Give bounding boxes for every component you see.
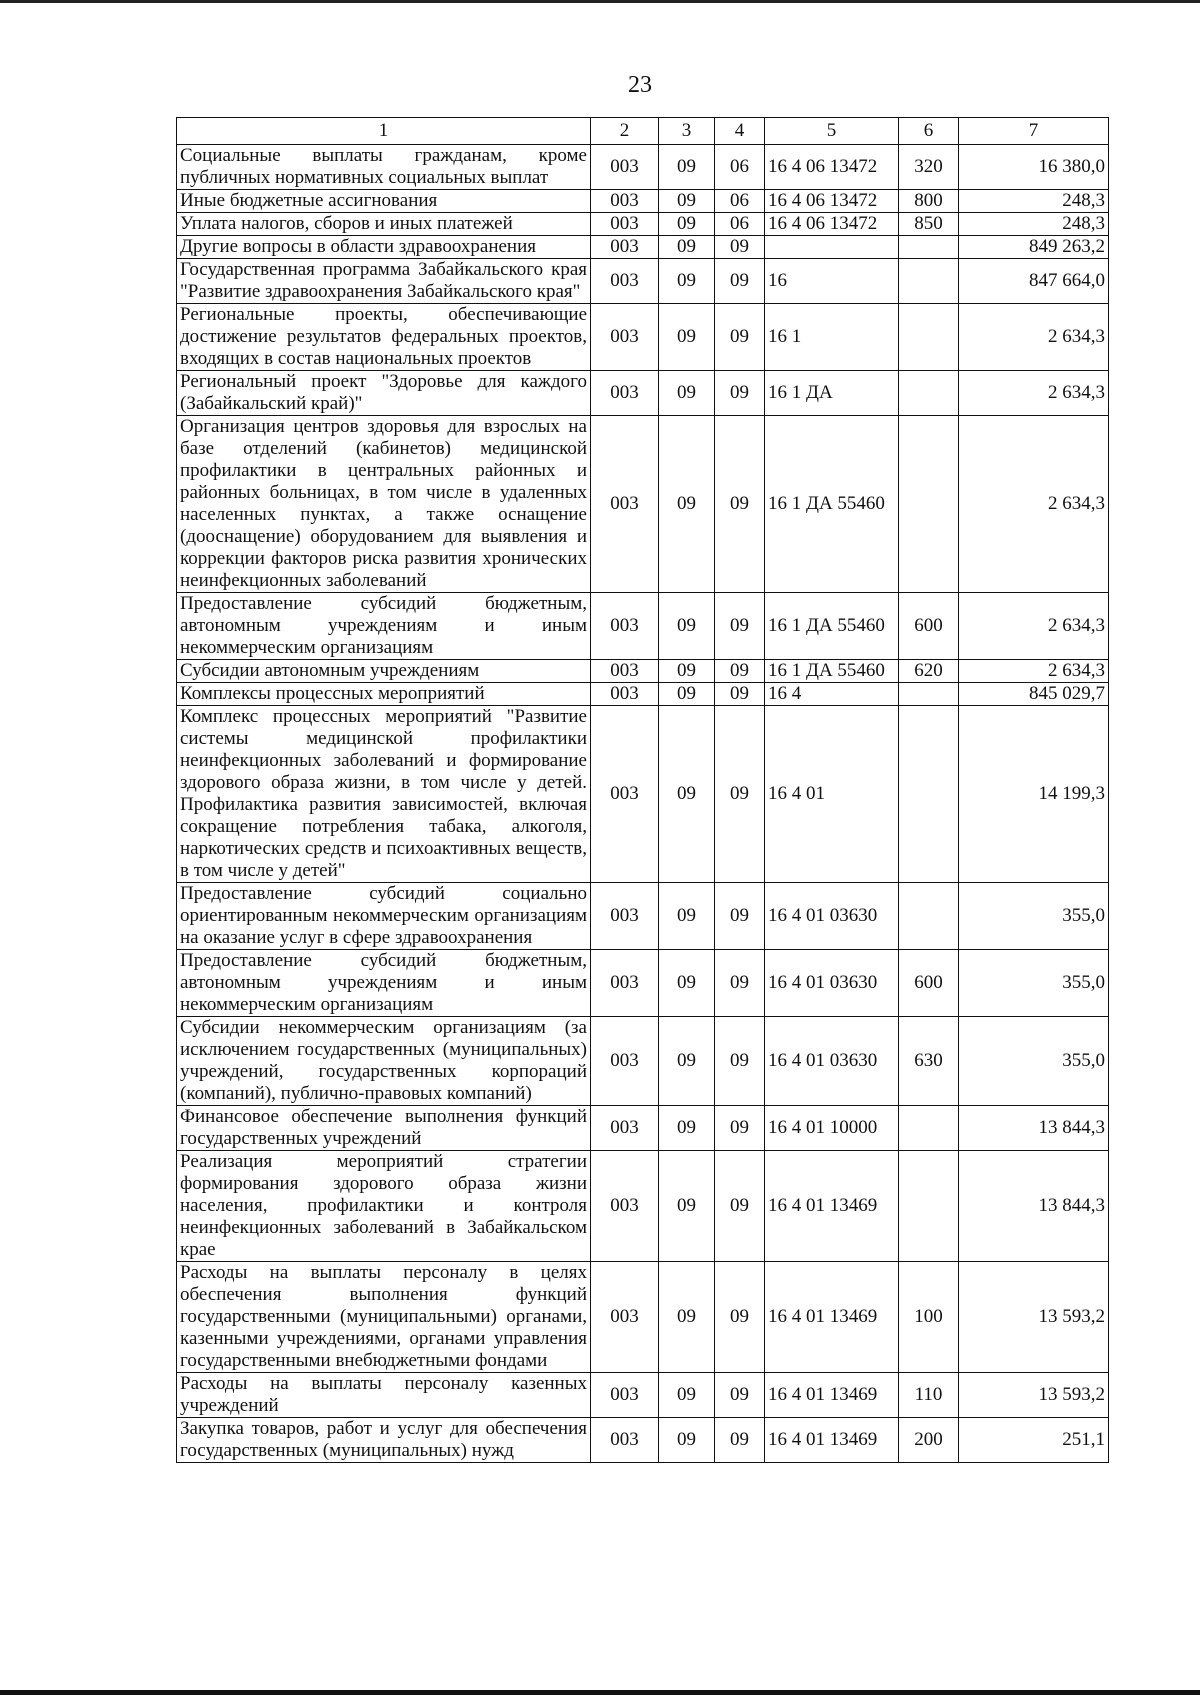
table-row: [177, 593, 1109, 660]
cell-subsection: 06: [715, 190, 765, 213]
cell-target-article: 16 1 ДА 55460: [765, 660, 899, 683]
cell-subsection: 09: [715, 371, 765, 416]
cell-target-article: 16 4 01 13469: [765, 1151, 899, 1262]
cell-description: Другие вопросы в области здравоохранения: [177, 236, 591, 259]
table-row: [177, 304, 1109, 371]
cell-admin-code: 003: [591, 416, 659, 593]
cell-target-article: 16 4 01 13469: [765, 1373, 899, 1418]
table-row: [177, 259, 1109, 304]
cell-admin-code: 003: [591, 706, 659, 883]
header-col-3: 3: [659, 118, 715, 145]
cell-section: 09: [659, 1151, 715, 1262]
cell-amount: 2 634,3: [959, 371, 1109, 416]
cell-target-article: 16 1 ДА: [765, 371, 899, 416]
cell-admin-code: 003: [591, 1106, 659, 1151]
cell-expense-type: 800: [899, 190, 959, 213]
table-row: [177, 950, 1109, 1017]
table-row: [177, 883, 1109, 950]
cell-admin-code: 003: [591, 883, 659, 950]
cell-section: 09: [659, 883, 715, 950]
cell-expense-type: [899, 371, 959, 416]
cell-subsection: 09: [715, 1418, 765, 1463]
cell-target-article: 16: [765, 259, 899, 304]
cell-admin-code: 003: [591, 1373, 659, 1418]
table-row: [177, 371, 1109, 416]
cell-description: Закупка товаров, работ и услуг для обеспечения государственных (муниципальных) нужд: [177, 1418, 591, 1463]
header-col-4: 4: [715, 118, 765, 145]
cell-admin-code: 003: [591, 1418, 659, 1463]
cell-description: Комплекс процессных мероприятий "Развитие системы медицинской профилактики неинфекционных заболеваний и формирование здорового образа жизни, в том числе у детей. Профилактика развития зависимостей, включая сокращение потребления табака, алкоголя, наркотических средств и психоактивных веществ, в том числе у детей": [177, 706, 591, 883]
cell-description: Уплата налогов, сборов и иных платежей: [177, 213, 591, 236]
cell-admin-code: 003: [591, 660, 659, 683]
header-col-6: 6: [899, 118, 959, 145]
table-row: [177, 190, 1109, 213]
cell-section: 09: [659, 145, 715, 190]
cell-admin-code: 003: [591, 304, 659, 371]
cell-amount: 16 380,0: [959, 145, 1109, 190]
cell-admin-code: 003: [591, 371, 659, 416]
cell-amount: 2 634,3: [959, 304, 1109, 371]
cell-section: 09: [659, 593, 715, 660]
cell-target-article: 16 4 01: [765, 706, 899, 883]
table-row: [177, 1017, 1109, 1106]
cell-section: 09: [659, 660, 715, 683]
cell-expense-type: [899, 304, 959, 371]
cell-admin-code: 003: [591, 1151, 659, 1262]
cell-description: Государственная программа Забайкальского края "Развитие здравоохранения Забайкальского края": [177, 259, 591, 304]
table-row: [177, 1151, 1109, 1262]
cell-description: Финансовое обеспечение выполнения функций государственных учреждений: [177, 1106, 591, 1151]
cell-admin-code: 003: [591, 593, 659, 660]
cell-expense-type: [899, 683, 959, 706]
table-row: [177, 236, 1109, 259]
cell-amount: 355,0: [959, 950, 1109, 1017]
table-row: [177, 145, 1109, 190]
cell-expense-type: [899, 259, 959, 304]
cell-amount: 355,0: [959, 1017, 1109, 1106]
cell-expense-type: [899, 416, 959, 593]
cell-amount: 849 263,2: [959, 236, 1109, 259]
cell-subsection: 09: [715, 1262, 765, 1373]
cell-description: Комплексы процессных мероприятий: [177, 683, 591, 706]
cell-subsection: 09: [715, 883, 765, 950]
cell-expense-type: 100: [899, 1262, 959, 1373]
cell-expense-type: 850: [899, 213, 959, 236]
cell-subsection: 09: [715, 1151, 765, 1262]
cell-target-article: 16 4 06 13472: [765, 190, 899, 213]
cell-subsection: 09: [715, 950, 765, 1017]
cell-description: Расходы на выплаты персоналу казенных учреждений: [177, 1373, 591, 1418]
cell-amount: 248,3: [959, 213, 1109, 236]
cell-description: Организация центров здоровья для взрослых на базе отделений (кабинетов) медицинской профилактики в центральных районных и районных больницах, в том числе в удаленных населенных пунктах, а также оснащение (дооснащение) оборудованием для выявления и коррекции факторов риска развития хронических неинфекционных заболеваний: [177, 416, 591, 593]
cell-amount: 847 664,0: [959, 259, 1109, 304]
cell-subsection: 09: [715, 236, 765, 259]
table-row: [177, 1106, 1109, 1151]
cell-section: 09: [659, 1262, 715, 1373]
cell-section: 09: [659, 371, 715, 416]
cell-target-article: [765, 236, 899, 259]
cell-subsection: 06: [715, 213, 765, 236]
cell-target-article: 16 4: [765, 683, 899, 706]
cell-expense-type: 200: [899, 1418, 959, 1463]
cell-section: 09: [659, 236, 715, 259]
cell-description: Субсидии некоммерческим организациям (за исключением государственных (муниципальных) учреждений, государственных корпораций (компаний), публично-правовых компаний): [177, 1017, 591, 1106]
header-col-5: 5: [765, 118, 899, 145]
cell-expense-type: [899, 1106, 959, 1151]
cell-section: 09: [659, 706, 715, 883]
cell-expense-type: 320: [899, 145, 959, 190]
cell-section: 09: [659, 416, 715, 593]
cell-description: Региональные проекты, обеспечивающие достижение результатов федеральных проектов, входящих в состав национальных проектов: [177, 304, 591, 371]
cell-subsection: 09: [715, 660, 765, 683]
table-row: [177, 683, 1109, 706]
cell-amount: 2 634,3: [959, 416, 1109, 593]
cell-section: 09: [659, 950, 715, 1017]
cell-amount: 251,1: [959, 1418, 1109, 1463]
cell-subsection: 09: [715, 1373, 765, 1418]
scan-border-bottom: [0, 1690, 1200, 1695]
cell-expense-type: 600: [899, 950, 959, 1017]
cell-section: 09: [659, 683, 715, 706]
cell-amount: 14 199,3: [959, 706, 1109, 883]
cell-target-article: 16 4 01 10000: [765, 1106, 899, 1151]
cell-subsection: 09: [715, 1017, 765, 1106]
cell-section: 09: [659, 1418, 715, 1463]
cell-subsection: 09: [715, 593, 765, 660]
cell-expense-type: [899, 236, 959, 259]
cell-subsection: 09: [715, 259, 765, 304]
cell-amount: 13 593,2: [959, 1373, 1109, 1418]
cell-description: Социальные выплаты гражданам, кроме публичных нормативных социальных выплат: [177, 145, 591, 190]
cell-amount: 13 844,3: [959, 1151, 1109, 1262]
header-col-2: 2: [591, 118, 659, 145]
table-row: [177, 660, 1109, 683]
cell-target-article: 16 4 01 13469: [765, 1418, 899, 1463]
table-row: [177, 213, 1109, 236]
cell-section: 09: [659, 1373, 715, 1418]
cell-amount: 845 029,7: [959, 683, 1109, 706]
cell-target-article: 16 1: [765, 304, 899, 371]
table-row: [177, 416, 1109, 593]
cell-subsection: 06: [715, 145, 765, 190]
header-col-1: 1: [177, 118, 591, 145]
cell-expense-type: 630: [899, 1017, 959, 1106]
cell-description: Расходы на выплаты персоналу в целях обеспечения выполнения функций государственными (муниципальными) органами, казенными учреждениями, органами управления государственными внебюджетными фондами: [177, 1262, 591, 1373]
cell-admin-code: 003: [591, 213, 659, 236]
page-number: 23: [628, 72, 652, 98]
cell-description: Иные бюджетные ассигнования: [177, 190, 591, 213]
cell-expense-type: [899, 1151, 959, 1262]
cell-section: 09: [659, 190, 715, 213]
cell-expense-type: 620: [899, 660, 959, 683]
table-row: [177, 706, 1109, 883]
cell-expense-type: [899, 883, 959, 950]
cell-description: Субсидии автономным учреждениям: [177, 660, 591, 683]
cell-admin-code: 003: [591, 683, 659, 706]
cell-admin-code: 003: [591, 1262, 659, 1373]
cell-amount: 13 844,3: [959, 1106, 1109, 1151]
table-header-row: [177, 118, 1109, 145]
cell-section: 09: [659, 1017, 715, 1106]
cell-target-article: 16 4 01 03630: [765, 1017, 899, 1106]
scan-border-top: [0, 0, 1200, 3]
cell-subsection: 09: [715, 706, 765, 883]
budget-table: [176, 117, 1109, 1463]
cell-target-article: 16 1 ДА 55460: [765, 416, 899, 593]
cell-admin-code: 003: [591, 145, 659, 190]
cell-target-article: 16 4 01 03630: [765, 950, 899, 1017]
cell-section: 09: [659, 304, 715, 371]
cell-amount: 2 634,3: [959, 593, 1109, 660]
cell-admin-code: 003: [591, 236, 659, 259]
cell-description: Региональный проект "Здоровье для каждого (Забайкальский край)": [177, 371, 591, 416]
cell-expense-type: [899, 706, 959, 883]
cell-target-article: 16 4 06 13472: [765, 213, 899, 236]
cell-admin-code: 003: [591, 259, 659, 304]
cell-subsection: 09: [715, 683, 765, 706]
header-col-7: 7: [959, 118, 1109, 145]
cell-target-article: 16 4 01 13469: [765, 1262, 899, 1373]
cell-section: 09: [659, 1106, 715, 1151]
table-body: [177, 145, 1109, 1463]
cell-section: 09: [659, 213, 715, 236]
cell-target-article: 16 4 06 13472: [765, 145, 899, 190]
cell-description: Предоставление субсидий социально ориентированным некоммерческим организациям на оказание услуг в сфере здравоохранения: [177, 883, 591, 950]
cell-section: 09: [659, 259, 715, 304]
cell-expense-type: 600: [899, 593, 959, 660]
cell-target-article: 16 4 01 03630: [765, 883, 899, 950]
cell-description: Предоставление субсидий бюджетным, автономным учреждениям и иным некоммерческим организациям: [177, 950, 591, 1017]
cell-subsection: 09: [715, 1106, 765, 1151]
cell-description: Реализация мероприятий стратегии формирования здорового образа жизни населения, профилактики и контроля неинфекционных заболеваний в Забайкальском крае: [177, 1151, 591, 1262]
cell-admin-code: 003: [591, 1017, 659, 1106]
cell-subsection: 09: [715, 416, 765, 593]
cell-amount: 13 593,2: [959, 1262, 1109, 1373]
table-row: [177, 1418, 1109, 1463]
cell-target-article: 16 1 ДА 55460: [765, 593, 899, 660]
cell-admin-code: 003: [591, 950, 659, 1017]
cell-expense-type: 110: [899, 1373, 959, 1418]
cell-description: Предоставление субсидий бюджетным, автономным учреждениям и иным некоммерческим организациям: [177, 593, 591, 660]
cell-amount: 2 634,3: [959, 660, 1109, 683]
cell-amount: 248,3: [959, 190, 1109, 213]
cell-subsection: 09: [715, 304, 765, 371]
cell-admin-code: 003: [591, 190, 659, 213]
table-row: [177, 1262, 1109, 1373]
cell-amount: 355,0: [959, 883, 1109, 950]
table-row: [177, 1373, 1109, 1418]
